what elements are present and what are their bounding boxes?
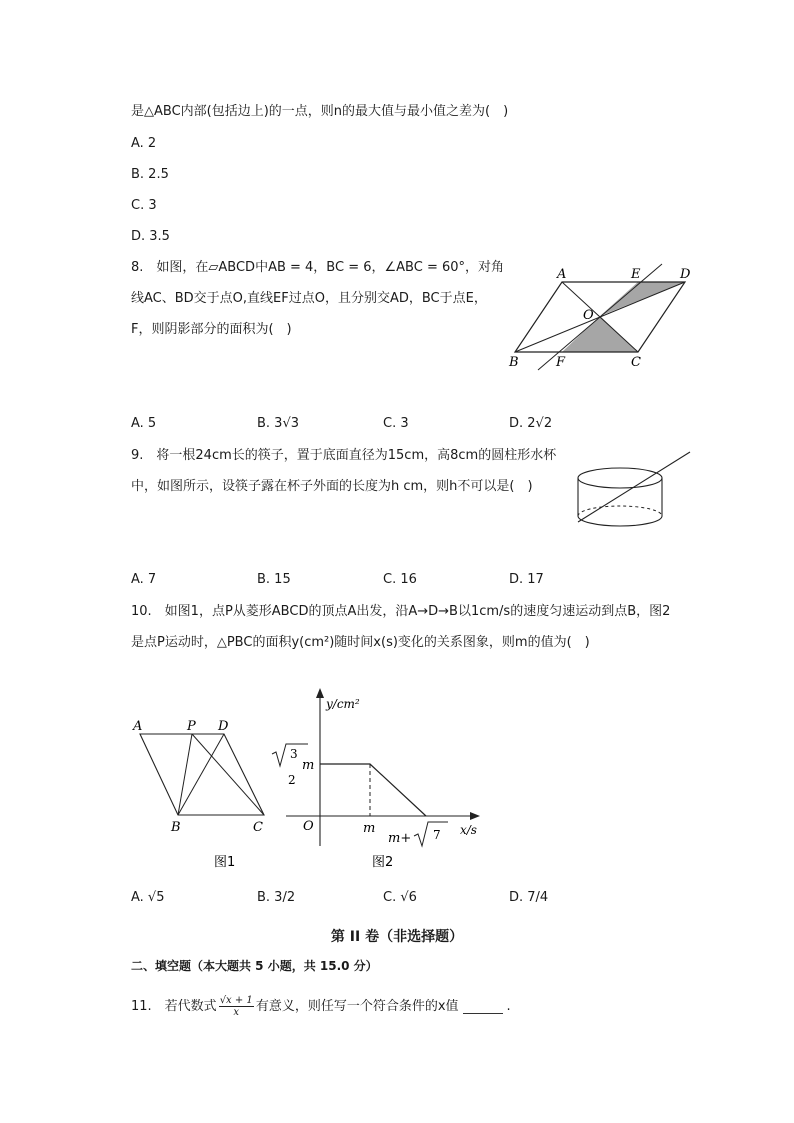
q10-fig1-label-b: B: [171, 820, 181, 835]
q9-option-c: C. 16: [383, 572, 417, 587]
q10-figure1-rhombus: [128, 718, 278, 878]
q7-option-d: D. 3.5: [131, 229, 170, 244]
q7-option-c: C. 3: [131, 198, 157, 213]
q10-stem-line2: 是点P运动时，△PBC的面积y(cm²)随时间x(s)变化的关系图象，则m的值为( ): [131, 635, 590, 650]
q9-option-d: D. 17: [509, 572, 544, 587]
q7-stem: 是△ABC内部(包括边上)的一点，则n的最大值与最小值之差为( ): [131, 104, 509, 119]
q8-option-a: A. 5: [131, 416, 157, 431]
q10-fig1-label-p: P: [187, 719, 196, 734]
q8-label-b: B: [509, 355, 519, 370]
q10-y-value-m: m: [302, 758, 315, 773]
q10-x-m-label: m: [363, 821, 376, 836]
q8-label-o: O: [583, 308, 594, 323]
q8-option-d: D. 2√2: [509, 416, 553, 431]
q10-y-label: y/cm²: [326, 697, 360, 711]
q10-option-a: A. √5: [131, 890, 165, 905]
q9-chopstick: [578, 452, 690, 522]
q10-figure2-graph: [268, 686, 498, 878]
q9-option-b: B. 15: [257, 572, 291, 587]
q9-cylinder-figure: [572, 446, 697, 531]
q8-stem-line3: F，则阴影部分的面积为( ): [131, 322, 292, 337]
q8-parallelogram-figure: [500, 258, 700, 373]
q9-cup-bottom-front: [578, 516, 662, 526]
q8-label-d: D: [680, 267, 691, 282]
q8-option-b: B. 3√3: [257, 416, 300, 431]
q10-x-axis-arrow: [470, 812, 480, 820]
q8-option-c: C. 3: [383, 416, 409, 431]
q8-stem-line2: 线AC、BD交于点O,直线EF过点O，且分别交AD，BC于点E，: [131, 291, 487, 306]
q8-label-f: F: [556, 355, 566, 370]
q10-x-label: x/s: [460, 823, 477, 837]
q10-rhombus: [140, 734, 264, 815]
q10-option-d: D. 7/4: [509, 890, 549, 905]
q11-fraction: [219, 995, 254, 1018]
q8-shaded-bottom: [562, 316, 638, 352]
q11-fraction-denominator: x: [233, 1007, 240, 1018]
q10-y-value-den: 2: [288, 773, 296, 787]
q10-origin-label: O: [303, 819, 314, 834]
q9-stem-line1: 9. 将一根24cm长的筷子，置于底面直径为15cm，高8cm的圆柱形水杯: [131, 448, 557, 463]
q9-option-a: A. 7: [131, 572, 157, 587]
q11-suffix: 有意义，则任写一个符合条件的x值: [255, 998, 459, 1014]
q10-fig1-label-d: D: [218, 719, 229, 734]
q8-label-e: E: [631, 267, 641, 282]
q10-y-axis-arrow: [316, 688, 324, 698]
q11-answer-blank[interactable]: [463, 999, 503, 1014]
q10-option-b: B. 3/2: [257, 890, 296, 905]
section2-heading: 二、填空题（本大题共 5 小题，共 15.0 分）: [131, 959, 378, 973]
q9-stem-line2: 中，如图所示，设筷子露在杯子外面的长度为h cm，则h不可以是( ): [131, 479, 533, 494]
q10-stem-line1: 10. 如图1，点P从菱形ABCD的顶点A出发，沿A→D→B以1cm/s的速度匀速运动到点B，图2: [131, 604, 671, 619]
q10-y-value-num: 3: [290, 747, 298, 761]
q11-end: .: [506, 998, 511, 1014]
q7-option-a: A. 2: [131, 136, 157, 151]
section2-title: 第 II 卷（非选择题）: [330, 929, 464, 945]
q10-fig1-label-a: A: [133, 719, 143, 734]
q7-option-b: B. 2.5: [131, 167, 169, 182]
q10-x-end-root: 7: [433, 828, 441, 842]
q8-label-c: C: [631, 355, 641, 370]
q10-fig2-caption: 图2: [372, 855, 394, 870]
q10-graph-line: [320, 764, 426, 816]
q10-segment-pc: [192, 734, 264, 815]
q10-fig1-label-c: C: [253, 820, 263, 835]
q10-x-end-prefix: m+: [388, 831, 412, 846]
q11-stem: [131, 995, 511, 1018]
q11-prefix: 11. 若代数式: [131, 998, 217, 1014]
q10-x-end-radical: [414, 822, 448, 846]
q10-fig1-caption: 图1: [214, 855, 236, 870]
q8-label-a: A: [557, 267, 567, 282]
q10-option-c: C. √6: [383, 890, 417, 905]
q8-stem-line1: 8. 如图，在▱ABCD中AB = 4，BC = 6，∠ABC = 60°，对角: [131, 260, 505, 275]
q11-fraction-numerator: √x + 1: [219, 995, 253, 1006]
